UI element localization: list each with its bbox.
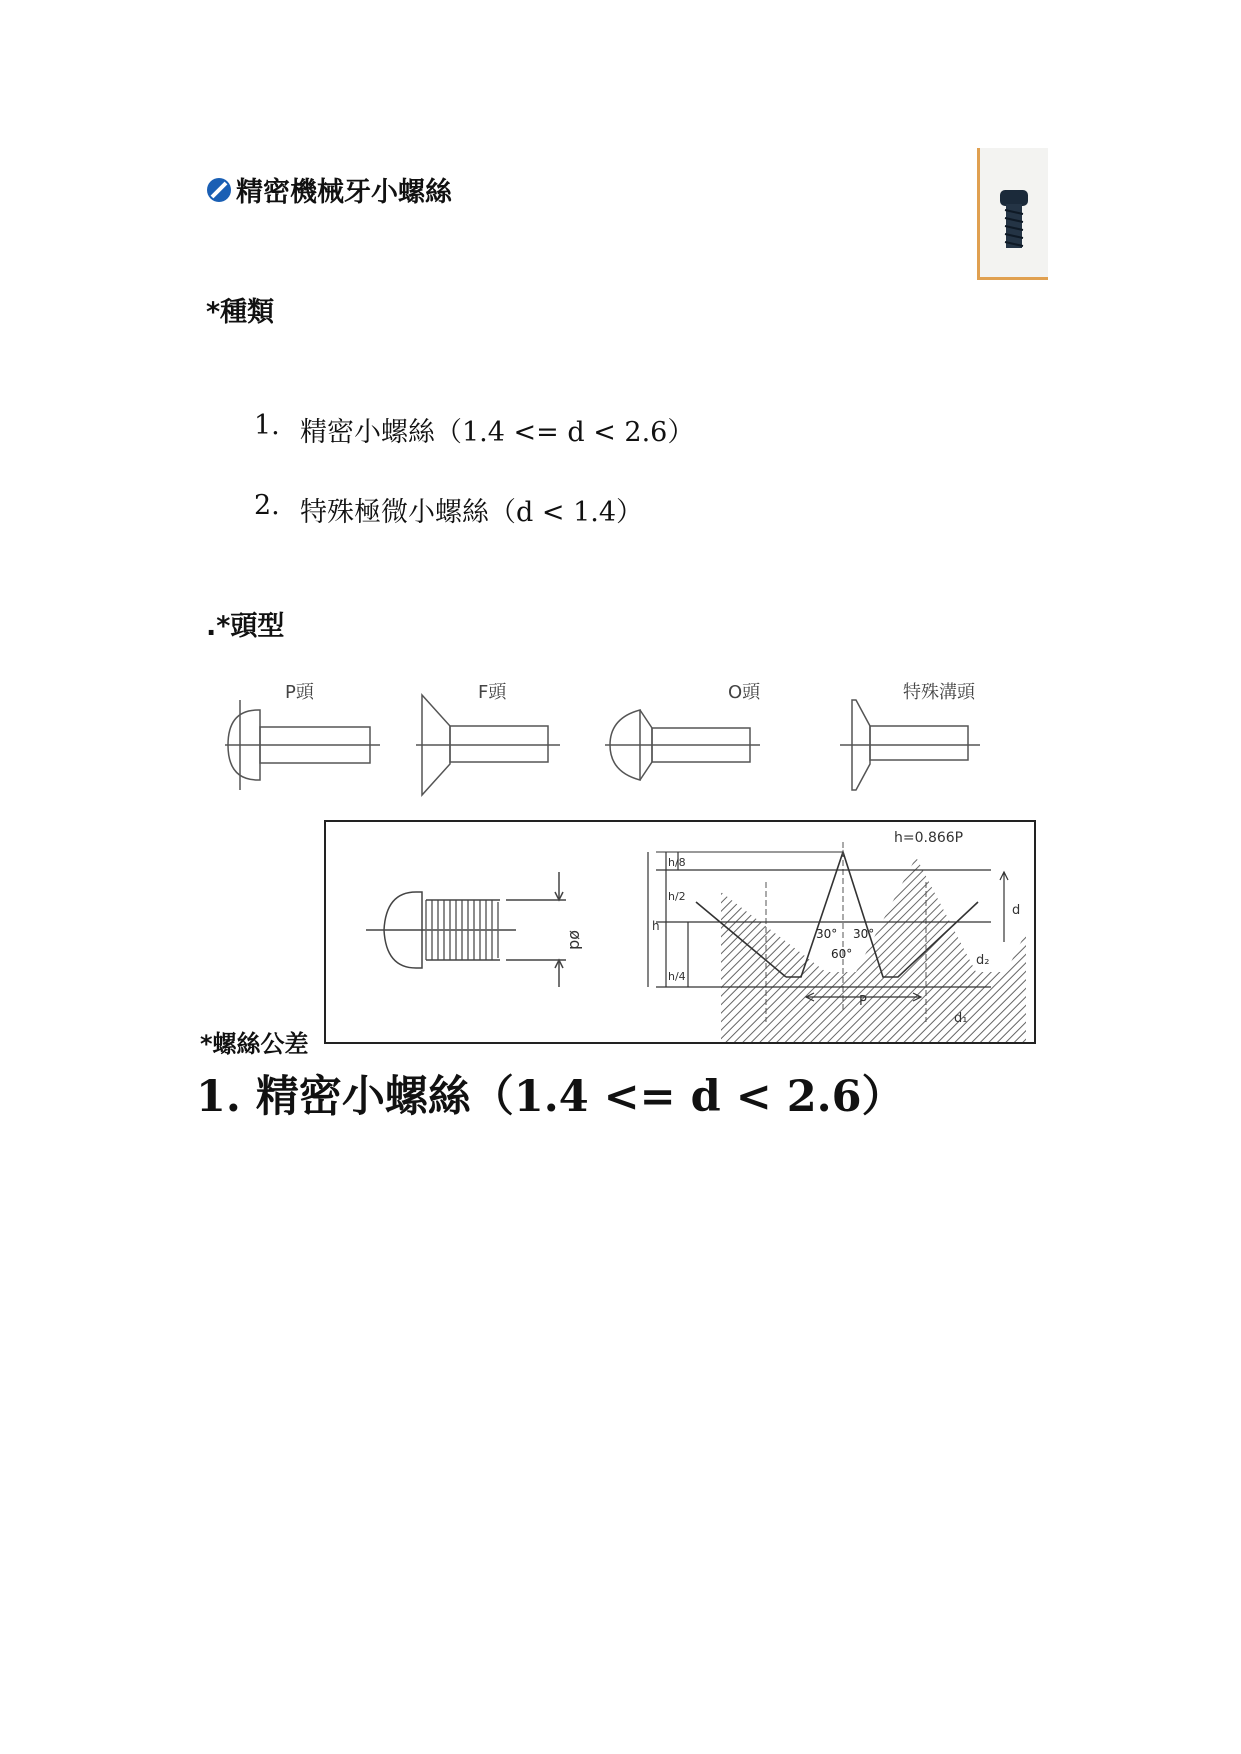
- d-label: d: [1012, 903, 1021, 918]
- page-title-row: [206, 170, 452, 209]
- h2-label: h/2: [668, 890, 686, 903]
- d1-label: d₁: [954, 1011, 968, 1026]
- blue-bullet-icon: [206, 177, 232, 203]
- h-label: h: [652, 919, 660, 933]
- angle-left-label: 30°: [816, 927, 838, 941]
- head-label-special: 特殊溝頭: [903, 682, 975, 703]
- list-item-number: 1.: [254, 410, 280, 441]
- angle-full-label: 60°: [831, 947, 853, 961]
- page-title: 精密機械牙小螺絲: [236, 177, 452, 208]
- screw-photo: [977, 148, 1048, 280]
- list-item-number: 2.: [254, 490, 280, 521]
- section-tolerance-heading: *螺絲公差: [200, 1030, 309, 1058]
- head-label-p: P頭: [285, 682, 314, 703]
- p-head-screw: [225, 700, 380, 790]
- list-item: [254, 490, 643, 529]
- list-item: [254, 410, 694, 449]
- special-head-screw: [840, 700, 980, 790]
- diameter-label: ød: [566, 930, 585, 950]
- d2-label: d₂: [976, 953, 990, 968]
- formula-label: h=0.866P: [894, 830, 964, 846]
- h8-label: h/8: [668, 856, 686, 869]
- section-types-heading: *種類: [206, 297, 275, 328]
- thread-diagram: [324, 820, 1036, 1044]
- h4-label: h/4: [668, 970, 686, 983]
- head-label-o: O頭: [728, 682, 761, 703]
- bottom-heading: 1. 精密小螺絲（1.4 <= d < 2.6）: [196, 1072, 905, 1122]
- head-label-f: F頭: [478, 682, 507, 703]
- list-item-text: 特殊極微小螺絲（d < 1.4）: [300, 497, 644, 528]
- head-types-drawing: [220, 690, 1020, 800]
- screw-side-view: [366, 872, 566, 987]
- section-heads-heading: .*頭型: [206, 611, 285, 642]
- thread-profile: [648, 842, 1026, 1042]
- angle-right-label: 30°: [853, 927, 875, 941]
- f-head-screw: [416, 695, 560, 795]
- pitch-label: P: [859, 994, 867, 1009]
- list-item-text: 精密小螺絲（1.4 <= d < 2.6）: [300, 417, 695, 448]
- o-head-screw: [605, 710, 760, 780]
